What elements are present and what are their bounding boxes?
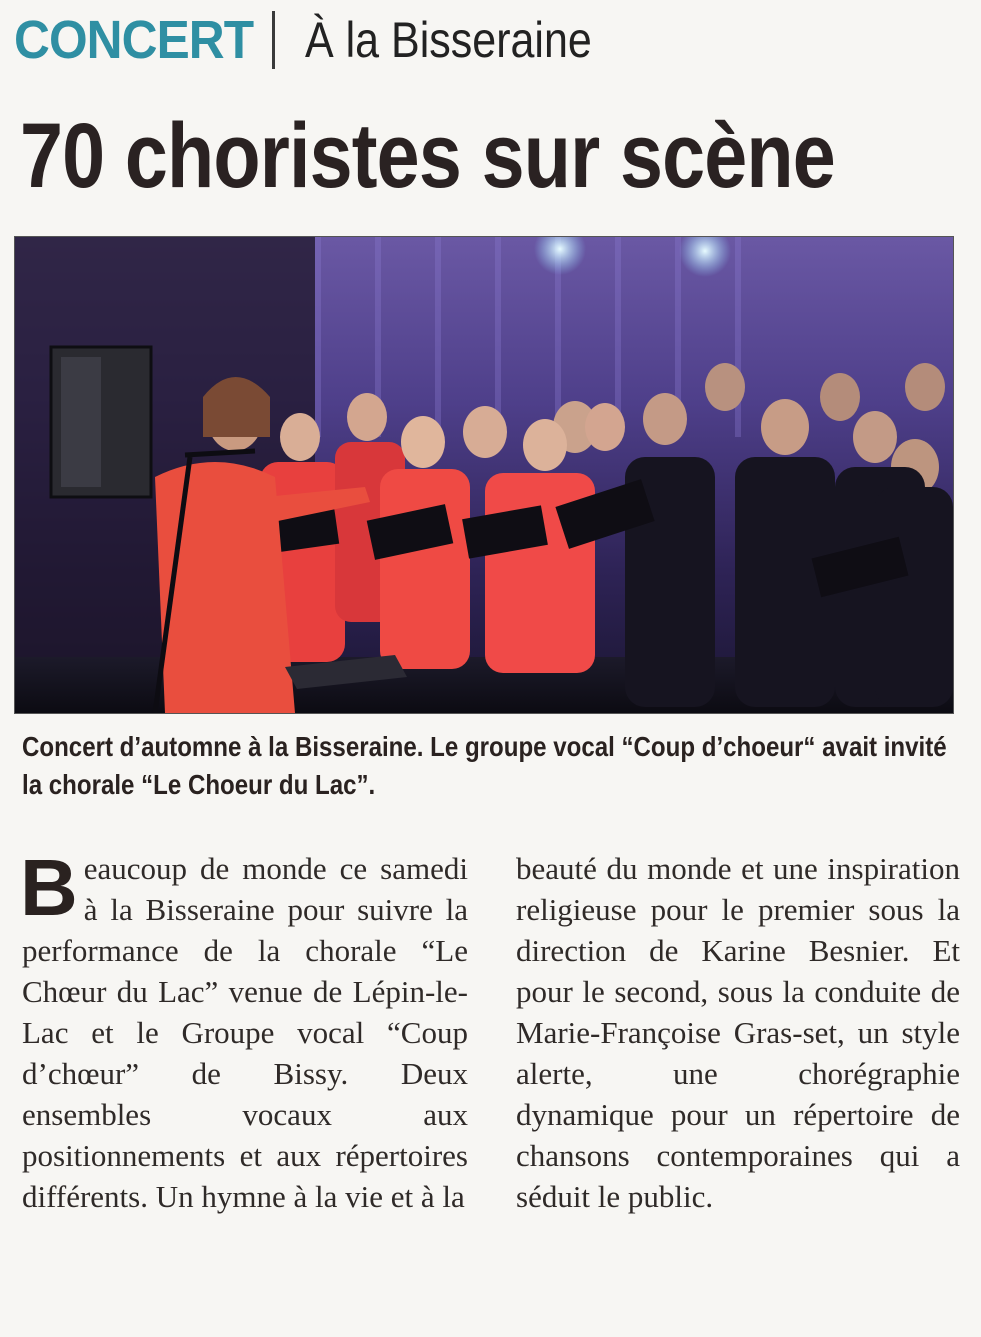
article-column-right (516, 848, 960, 1217)
drop-cap: B (20, 843, 78, 932)
location-label: À la Bisseraine (305, 12, 592, 68)
article-text-right: beauté du monde et une inspiration religieuse pour le premier sous la direction de Karine Besnier. Et pour le second, sous la conduite de Marie-Françoise Gras-set, un style alerte, une chorégraphie dynamique pour un répertoire de chansons contemporaines qui a séduit le public. (516, 851, 960, 1214)
choir-photo-illustration (15, 237, 953, 713)
article-headline: 70 choristes sur scène (20, 105, 835, 207)
article-text-left: eaucoup de monde ce samedi à la Bisseraine pour suivre la performance de la chorale “Le Chœur du Lac” venue de Lépin-le-Lac et le Groupe vocal “Coup d’chœur” de Bissy. Deux ensembles vocaux aux positionnements et aux répertoires différents. Un hymne à la vie et à la (22, 851, 468, 1214)
header-divider (272, 11, 275, 69)
photo-caption: Concert d’automne à la Bisseraine. Le groupe vocal “Coup d’choeur“ avait invité la chorale “Le Choeur du Lac”. (22, 731, 947, 800)
section-kicker: CONCERT (14, 10, 254, 70)
section-header (14, 8, 639, 72)
article-column-left (20, 843, 468, 1217)
choir-photo (14, 236, 954, 714)
